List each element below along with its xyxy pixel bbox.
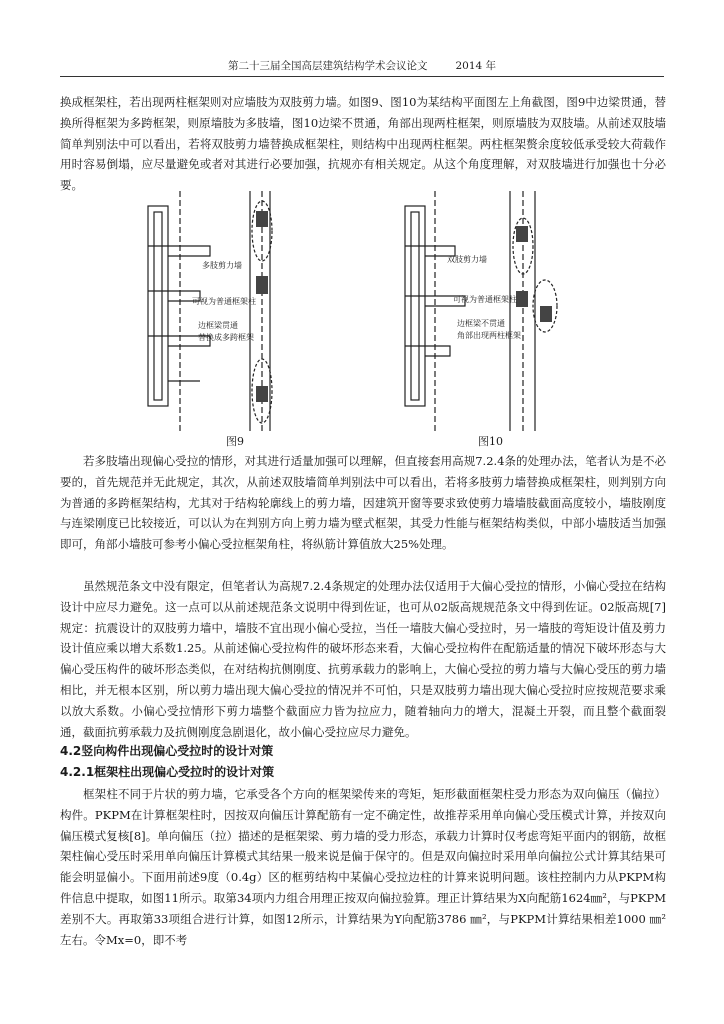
wall-inner xyxy=(154,212,162,400)
column-section xyxy=(256,276,268,294)
column-section xyxy=(256,211,268,227)
wall-outline xyxy=(148,206,168,406)
paragraph-4: 框架柱不同于片状的剪力墙，它承受各个方向的框架梁传来的弯矩，矩形截面框架柱受力形态为双向偏压（偏拉）构件。PKPM在计算框架柱时，因按双向偏压计算配筋有一定不确定性，故推荐采用单向偏心受压模式计算，并按双向偏压模式复核[8]。单向偏压（拉）描述的是框架梁、剪力墙的受力形态，承载力计算时仅考虑弯矩平面内的钢筋，故框架柱偏心受压时采用单向偏压计算模式其结果一般来说是偏于保守的。但是双向偏拉时采用单向偏拉公式计算其结果可能会明显偏小。下面用前述9度（0.4g）区的框剪结构中某偏心受拉边柱的计算来说明问题。该柱控制内力从PKPM构件信息中提取，如图11所示。取第34项内力组合用理正按双向偏拉验算。理正计算结果为X向配筋1624㎜²，与PKPM差别不大。再取第33项组合进行计算，如图12所示，计算结果为Y向配筋3786 ㎜²，与PKPM计算结果相差1000 ㎜²左右。令Mx=0，即不考 xyxy=(60,787,666,947)
figure-9-caption: 图9 xyxy=(226,435,244,448)
figure-10-caption: 图10 xyxy=(478,435,503,448)
fig9-label: 多肢剪力墙 xyxy=(202,261,242,270)
paragraph-2: 若多肢墙出现偏心受拉的情形，对其进行适量加强可以理解，但直接套用高规7.2.4条的处理办法，笔者认为是不必要的，首先规范并无此规定，其次，从前述双肢墙简单判别法中可以看出，若将多肢剪力墙替换成框架柱，则判别方向为普通的多跨框架结构，尤其对于结构轮廓线上的剪力墙，因建筑开窗等要求致使剪力墙墙肢截面高度较小，墙肢刚度与连梁刚度已比较接近，可以认为在判别方向上剪力墙为壁式框架，其受力性能与框架结构类似，中部小墙肢适当加强即可，角部小墙肢可参考小偏心受拉框架角柱，将纵筋计算值放大25%处理。 xyxy=(60,454,666,552)
fig9-label: 可视为普通框架柱 xyxy=(192,297,256,306)
column-section xyxy=(256,386,268,402)
figure-10 xyxy=(395,186,580,436)
fig10-label: 可视为普通框架柱 xyxy=(453,295,517,304)
header-year: 2014 年 xyxy=(455,60,497,72)
fig10-label: 双肢剪力墙 xyxy=(447,255,487,264)
fig10-label: 边框梁不贯通 xyxy=(457,319,505,328)
figure-9 xyxy=(140,186,320,436)
section-heading-4-2: 4.2竖向构件出现偏心受拉时的设计对策 xyxy=(60,744,274,758)
section-heading-4-2-1: 4.2.1框架柱出现偏心受拉时的设计对策 xyxy=(60,765,275,779)
page-header xyxy=(60,58,664,77)
fig10-label: 角部出现两柱框架 xyxy=(457,331,521,340)
fig9-label: 边框梁贯通 xyxy=(198,321,238,330)
conference-title: 第二十三届全国高层建筑结构学术会议论文 xyxy=(227,60,428,72)
paragraph-1: 换成框架柱，若出现两柱框架则对应墙肢为双肢剪力墙。如图9、图10为某结构平面图左上角截图，图9中边梁贯通，替换所得框架为多跨框架，则原墙肢为多肢墙，图10边梁不贯通，角部出现两柱框架，则原墙肢为双肢墙。从前述双肢墙简单判别法中可以看出，若将双肢剪力墙替换成框架柱，则结构中出现两柱框架。两柱框架赘余度较低承受较大荷载作用时容易倒塌，应尽量避免或者对其进行必要加强，抗规亦有相关规定。从这个角度理解，对双肢墙进行加强也十分必要。 xyxy=(60,95,666,193)
fig9-label: 替换成多跨框架 xyxy=(198,333,254,342)
paragraph-3: 虽然规范条文中没有限定，但笔者认为高规7.2.4条规定的处理办法仅适用于大偏心受拉的情形，小偏心受拉在结构设计中应尽力避免。这一点可以从前述规范条文说明中得到佐证，也可从02版高规规范条文中得到佐证。02版高规[7]规定：抗震设计的双肢剪力墙中，墙肢不宜出现小偏心受拉，当任一墙肢大偏心受拉时，另一墙肢的弯矩设计值及剪力设计值应乘以增大系数1.25。从前述偏心受拉构件的破坏形态来看，大偏心受拉构件在配筋适量的情况下破坏形态与大偏心受压构件的破坏形态类似，在对结构抗侧刚度、抗剪承载力的影响上，大偏心受拉的剪力墙与大偏心受压的剪力墙相比，并无根本区别，所以剪力墙出现大偏心受拉的情况并不可怕，只是双肢剪力墙出现大偏心受拉时应按规范要求乘以放大系数。小偏心受拉情形下剪力墙整个截面应力皆为拉应力，随着轴向力的增大，混凝土开裂，而且整个截面裂通，截面抗剪承载力及抗侧刚度急剧退化，故小偏心受拉应尽力避免。 xyxy=(60,579,666,739)
